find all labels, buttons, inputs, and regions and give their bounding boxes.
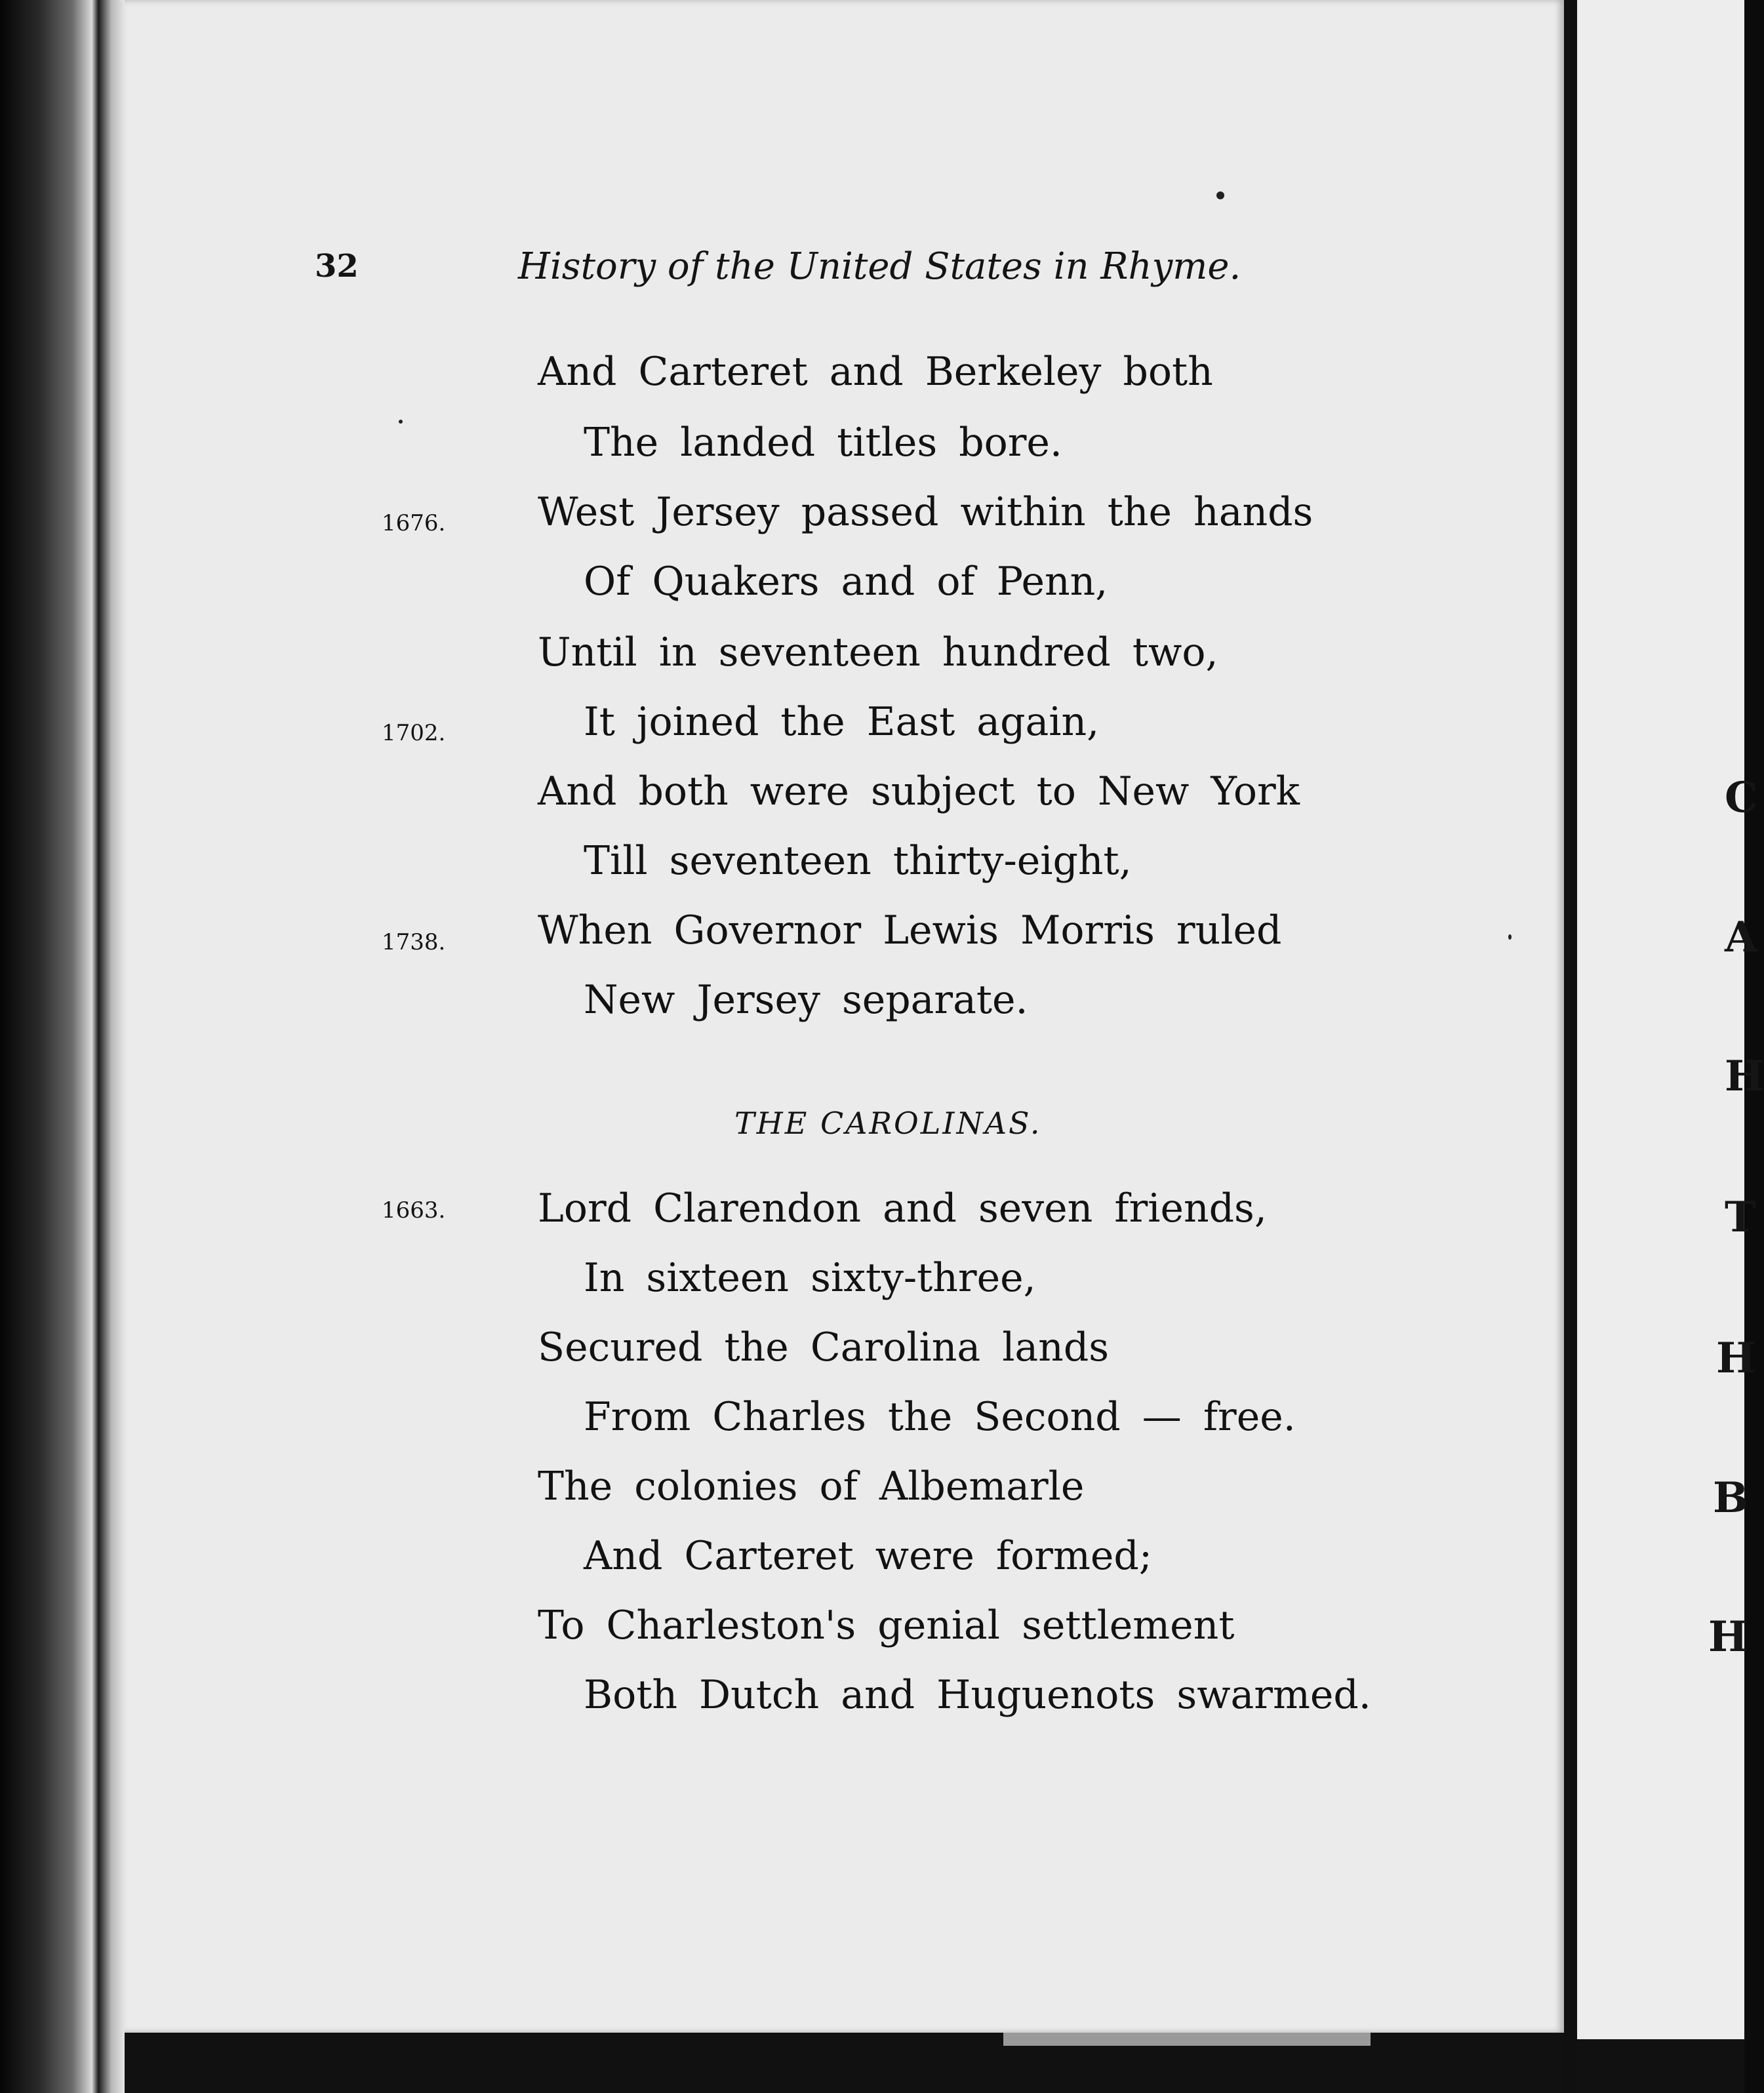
poem-line: When Governor Lewis Morris ruled (538, 907, 1282, 953)
book-gutter (1564, 0, 1577, 2093)
poem-line: Secured the Carolina lands (538, 1325, 1110, 1370)
margin-year: 1676. (382, 510, 446, 536)
margin-year: 1702. (382, 720, 446, 746)
facing-page-letter: H (1716, 1334, 1756, 1383)
facing-page-bottom-shadow (1577, 2039, 1744, 2093)
book-binding-edge (0, 0, 125, 2093)
facing-page-letter: B (1713, 1473, 1749, 1523)
poem-line: Until in seventeen hundred two, (538, 629, 1218, 675)
facing-page-fragment (1577, 0, 1764, 2039)
facing-page-letter: T (1725, 1193, 1756, 1242)
poem-line: New Jersey separate. (584, 977, 1028, 1023)
facing-page-letter: H (1708, 1612, 1748, 1662)
margin-year: 1663. (382, 1197, 446, 1224)
facing-page-letter: H (1725, 1052, 1764, 1101)
ink-speck (1508, 934, 1512, 940)
poem-line: The colonies of Albemarle (538, 1464, 1085, 1509)
poem-line: And Carteret were formed; (584, 1533, 1152, 1579)
page-bottom-edge (1003, 2033, 1371, 2046)
poem-line: West Jersey passed within the hands (538, 489, 1313, 535)
poem-line: Both Dutch and Huguenots swarmed. (584, 1672, 1371, 1718)
facing-page-letter: A (1725, 913, 1757, 962)
poem-line: And both were subject to New York (538, 768, 1300, 814)
poem-line: Lord Clarendon and seven friends, (538, 1186, 1267, 1231)
poem-line: The landed titles bore. (584, 420, 1063, 466)
poem-line: It joined the East again, (584, 699, 1100, 745)
margin-year: 1738. (382, 929, 446, 955)
poem-line: To Charleston's genial settlement (538, 1603, 1235, 1648)
poem-line: In sixteen sixty-three, (584, 1255, 1036, 1301)
facing-page-letter: C (1725, 773, 1758, 822)
section-heading: THE CAROLINAS. (734, 1106, 1042, 1141)
poem-line: From Charles the Second — free. (584, 1394, 1296, 1440)
poem-line: Of Quakers and of Penn, (584, 559, 1108, 605)
running-title: History of the United States in Rhyme. (518, 245, 1241, 288)
poem-line: And Carteret and Berkeley both (538, 349, 1213, 395)
poem-line: Till seventeen thirty-eight, (584, 838, 1132, 884)
ink-speck (399, 420, 403, 424)
ink-speck (1216, 191, 1224, 199)
page-number: 32 (315, 248, 359, 285)
